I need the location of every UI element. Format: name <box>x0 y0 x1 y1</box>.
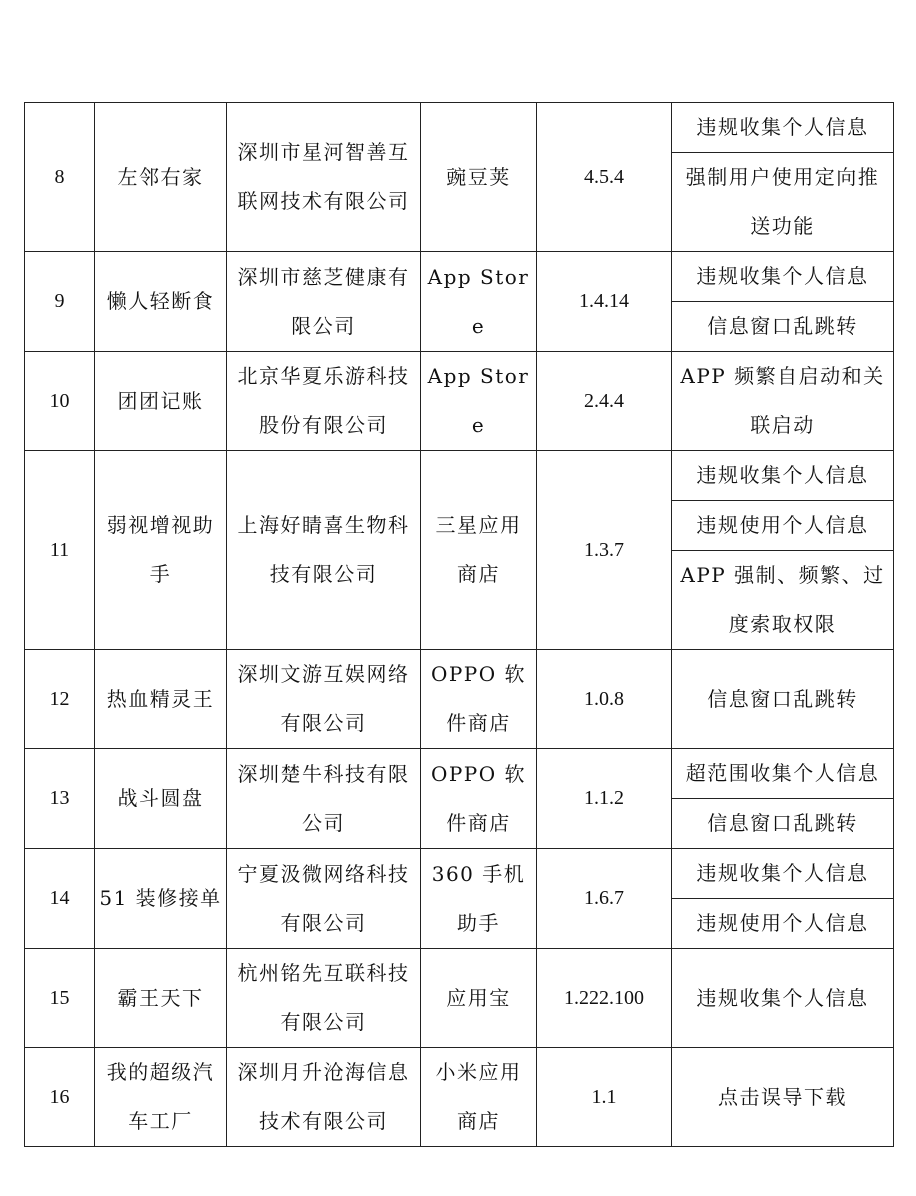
table-row <box>25 1048 894 1147</box>
table-row <box>25 849 894 899</box>
app-version: 1.4.14 <box>537 252 672 352</box>
app-version: 1.0.8 <box>537 650 672 749</box>
issue-cell: 信息窗口乱跳转 <box>672 650 894 749</box>
app-name: 霸王天下 <box>95 949 227 1048</box>
issue-cell: 违规收集个人信息 <box>672 949 894 1048</box>
table-row <box>25 352 894 451</box>
issue-cell: 违规收集个人信息 <box>672 849 894 899</box>
app-name: 左邻右家 <box>95 103 227 252</box>
table-row <box>25 949 894 1048</box>
company-name: 上海好睛喜生物科技有限公司 <box>227 451 421 650</box>
row-number: 16 <box>25 1048 95 1147</box>
app-store: 应用宝 <box>421 949 537 1048</box>
app-store: App Store <box>421 352 537 451</box>
row-number: 9 <box>25 252 95 352</box>
app-name: 战斗圆盘 <box>95 749 227 849</box>
table-row <box>25 650 894 749</box>
issue-cell: 信息窗口乱跳转 <box>672 302 894 352</box>
row-number: 12 <box>25 650 95 749</box>
issue-cell: 点击误导下载 <box>672 1048 894 1147</box>
issue-cell: 强制用户使用定向推送功能 <box>672 153 894 252</box>
company-name: 深圳市星河智善互联网技术有限公司 <box>227 103 421 252</box>
app-name: 团团记账 <box>95 352 227 451</box>
app-name: 弱视增视助手 <box>95 451 227 650</box>
app-name: 我的超级汽车工厂 <box>95 1048 227 1147</box>
row-number: 8 <box>25 103 95 252</box>
company-name: 深圳市慈芝健康有限公司 <box>227 252 421 352</box>
row-number: 11 <box>25 451 95 650</box>
app-version: 4.5.4 <box>537 103 672 252</box>
app-version: 2.4.4 <box>537 352 672 451</box>
app-name: 51 装修接单 <box>95 849 227 949</box>
issue-cell: 违规使用个人信息 <box>672 501 894 551</box>
app-version: 1.1 <box>537 1048 672 1147</box>
table-row <box>25 749 894 799</box>
app-version: 1.6.7 <box>537 849 672 949</box>
company-name: 杭州铭先互联科技有限公司 <box>227 949 421 1048</box>
company-name: 北京华夏乐游科技股份有限公司 <box>227 352 421 451</box>
app-version: 1.1.2 <box>537 749 672 849</box>
row-number: 15 <box>25 949 95 1048</box>
issue-cell: 违规收集个人信息 <box>672 451 894 501</box>
row-number: 14 <box>25 849 95 949</box>
issue-cell: 违规收集个人信息 <box>672 252 894 302</box>
app-version: 1.3.7 <box>537 451 672 650</box>
app-store: OPPO 软件商店 <box>421 749 537 849</box>
app-name: 热血精灵王 <box>95 650 227 749</box>
table-row <box>25 252 894 302</box>
table-row <box>25 103 894 153</box>
issue-cell: 违规使用个人信息 <box>672 899 894 949</box>
app-violation-table <box>24 102 894 1147</box>
company-name: 宁夏汲微网络科技有限公司 <box>227 849 421 949</box>
issue-cell: 信息窗口乱跳转 <box>672 799 894 849</box>
issue-cell: 违规收集个人信息 <box>672 103 894 153</box>
app-store: 小米应用商店 <box>421 1048 537 1147</box>
company-name: 深圳文游互娱网络有限公司 <box>227 650 421 749</box>
row-number: 10 <box>25 352 95 451</box>
company-name: 深圳楚牛科技有限公司 <box>227 749 421 849</box>
company-name: 深圳月升沧海信息技术有限公司 <box>227 1048 421 1147</box>
app-store: 三星应用商店 <box>421 451 537 650</box>
app-store: App Store <box>421 252 537 352</box>
row-number: 13 <box>25 749 95 849</box>
app-store: 360 手机助手 <box>421 849 537 949</box>
issue-cell: 超范围收集个人信息 <box>672 749 894 799</box>
table-row <box>25 451 894 501</box>
app-store: OPPO 软件商店 <box>421 650 537 749</box>
app-name: 懒人轻断食 <box>95 252 227 352</box>
issue-cell: APP 频繁自启动和关联启动 <box>672 352 894 451</box>
app-version: 1.222.100 <box>537 949 672 1048</box>
issue-cell: APP 强制、频繁、过度索取权限 <box>672 551 894 650</box>
app-store: 豌豆荚 <box>421 103 537 252</box>
